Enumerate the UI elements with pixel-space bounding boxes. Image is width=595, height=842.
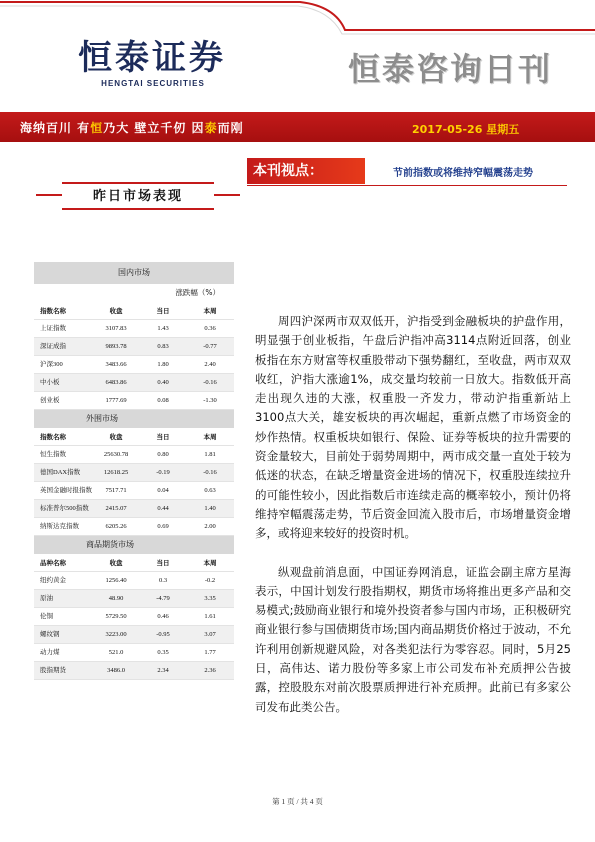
foreign-section-title: 外围市场 (34, 410, 234, 428)
table-cell: -0.77 (203, 343, 217, 350)
table-cell: 9893.78 (105, 343, 127, 350)
table-cell: 3486.0 (107, 667, 125, 674)
issue-date: 2017-05-26 星期五 (412, 123, 520, 136)
table-cell: 0.44 (157, 505, 169, 512)
table-row (34, 608, 234, 626)
daily-title: 恒泰咨询日刊 (348, 50, 553, 88)
table-cell: 1.43 (157, 325, 169, 332)
table-cell: 7517.71 (105, 487, 127, 494)
table-cell: 1.61 (204, 613, 216, 620)
table-cell: 股指期货 (40, 667, 66, 674)
table-cell: 0.83 (157, 343, 169, 350)
table-cell: 6483.86 (105, 379, 127, 386)
domestic-section-title: 国内市场 (34, 262, 234, 284)
table-cell: 2.00 (204, 523, 216, 530)
table-row (34, 662, 234, 680)
table-cell: 3107.83 (105, 325, 127, 332)
table-cell: 动力煤 (40, 649, 60, 656)
table-row (34, 446, 234, 464)
banner-motto: 海纳百川 有恒乃大 壁立千仞 因泰而刚 (20, 121, 244, 135)
table-cell: 伦铜 (40, 613, 53, 620)
table-header-row: 指数名称 收盘 当日 本周 (34, 302, 234, 320)
table-cell: 沪深300 (40, 361, 63, 368)
table-cell: -0.19 (156, 469, 170, 476)
table-cell: 上证指数 (40, 325, 66, 332)
table-cell: 48.90 (108, 595, 124, 602)
table-row (34, 590, 234, 608)
table-row (34, 356, 234, 374)
table-cell: 1777.69 (105, 397, 127, 404)
article-body (255, 312, 571, 736)
table-row (34, 518, 234, 536)
table-row (34, 374, 234, 392)
table-header-row: 品种名称 收盘 当日 本周 (34, 554, 234, 572)
table-cell: 1.40 (204, 505, 216, 512)
table-cell: 恒生指数 (40, 451, 66, 458)
table-row (34, 572, 234, 590)
paragraph-market-review: 周四沪深两市双双低开，沪指受到金融板块的护盘作用，明显强于创业板指，午盘后沪指冲高3114点附近回落，创业板指在东方财富等权重股带动下强势翻红，至收盘，两市双双收红，沪指大涨逾1%，成交量均较前一日放大。指数低开高走出现久违的大涨，权重股一齐发力，带动沪指重新站上3100点大关，雄安板块的再次崛起，重新点燃了市场资金的炒作热情。权重板块如银行、保险、证券等板块的拉升需要的资金量较大，目前处于弱势周期中，两市成交量一直处于较为低迷的状态，在缺乏增量资金进场的情况下，权重股连续拉升的可能性较小，因此指数后市连续走高的概率较小，预计仍将维持窄幅震荡走势，节后资金回流入股市后，市场增量资金增多，或将迎来较好的投资时机。 (255, 314, 571, 541)
table-cell: 纽约黄金 (40, 577, 66, 584)
market-heading: 昨日市场表现 (62, 182, 214, 210)
table-cell: 螺纹钢 (40, 631, 60, 638)
table-cell: 0.36 (204, 325, 216, 332)
table-cell: 0.69 (157, 523, 169, 530)
table-cell: 25630.78 (103, 451, 129, 458)
table-cell: 标准普尔500指数 (40, 505, 89, 512)
table-cell: 0.35 (157, 649, 169, 656)
table-row (34, 464, 234, 482)
viewpoint-section (247, 158, 567, 184)
table-cell: 2.34 (157, 667, 169, 674)
table-cell: 英国金融时报指数 (40, 487, 92, 494)
table-row (34, 320, 234, 338)
table-cell: 创业板 (40, 397, 60, 404)
viewpoint-headline: 节前指数或将维持窄幅震荡走势 (393, 168, 533, 179)
table-cell: 12618.25 (103, 469, 129, 476)
table-cell: 0.80 (157, 451, 169, 458)
table-cell: 0.04 (157, 487, 169, 494)
table-cell: 521.0 (108, 649, 124, 656)
viewpoint-divider (247, 185, 567, 186)
table-cell: 2415.07 (105, 505, 127, 512)
table-cell: 3.07 (204, 631, 216, 638)
table-cell: 0.46 (157, 613, 169, 620)
viewpoint-label: 本刊视点： (247, 158, 365, 184)
table-cell: 中小板 (40, 379, 60, 386)
table-cell: 5729.50 (105, 613, 127, 620)
table-cell: 1256.40 (105, 577, 127, 584)
table-cell: -0.16 (203, 469, 217, 476)
table-cell: 纳斯达克指数 (40, 523, 79, 530)
table-row (34, 500, 234, 518)
market-table (34, 262, 234, 680)
logo-text: 恒泰证券 (78, 38, 226, 78)
unit-label: 涨跌幅（%） (175, 288, 220, 297)
table-cell: 1.81 (204, 451, 216, 458)
page-number: 第 1 页 / 共 4 页 (272, 797, 323, 806)
logo-subtitle: HENGTAI SECURITIES (101, 79, 205, 88)
table-cell: -0.16 (203, 379, 217, 386)
table-cell: 2.40 (204, 361, 216, 368)
table-header-row: 指数名称 收盘 当日 本周 (34, 428, 234, 446)
table-cell: 深证成指 (40, 343, 66, 350)
table-cell: 原油 (40, 595, 53, 602)
table-cell: 德国DAX指数 (40, 469, 81, 476)
domestic-rows (34, 320, 234, 410)
table-cell: -0.2 (204, 577, 216, 584)
table-row (34, 644, 234, 662)
table-cell: 6205.26 (105, 523, 127, 530)
table-cell: 1.77 (204, 649, 216, 656)
table-row (34, 626, 234, 644)
table-cell: -4.79 (156, 595, 170, 602)
commodity-rows (34, 572, 234, 680)
table-row (34, 338, 234, 356)
table-cell: 2.36 (204, 667, 216, 674)
foreign-rows (34, 446, 234, 536)
table-cell: -0.95 (156, 631, 170, 638)
table-cell: 0.63 (204, 487, 216, 494)
table-cell: 3223.00 (105, 631, 127, 638)
table-cell: 0.08 (157, 397, 169, 404)
company-logo (78, 38, 228, 88)
table-cell: 0.3 (158, 577, 168, 584)
table-cell: 1.80 (157, 361, 169, 368)
page-header (0, 0, 595, 110)
paragraph-news: 纵观盘前消息面，中国证券网消息，证监会副主席方星海表示，中国计划发行股指期权，期货市场将推出更多产品和交易模式;鼓励商业银行和境外投资者参与国内市场，正积极研究商业银行参与国债期货市场;国内商品期货价格过于波动，不允许利用创新规避风险，对各类犯法行为零容忍。同时，5月25日，高伟达、诺力股份等多家上市公司发布补充质押公告披露，控股股东对前次股票质押进行补充质押。此前已有多家公司发布此类公告。 (255, 564, 571, 714)
table-cell: -1.30 (203, 397, 217, 404)
table-row (34, 482, 234, 500)
table-row (34, 392, 234, 410)
commodity-section-title: 商品期货市场 (34, 536, 234, 554)
table-cell: 0.40 (157, 379, 169, 386)
table-cell: 3483.66 (105, 361, 127, 368)
table-cell: 3.35 (204, 595, 216, 602)
